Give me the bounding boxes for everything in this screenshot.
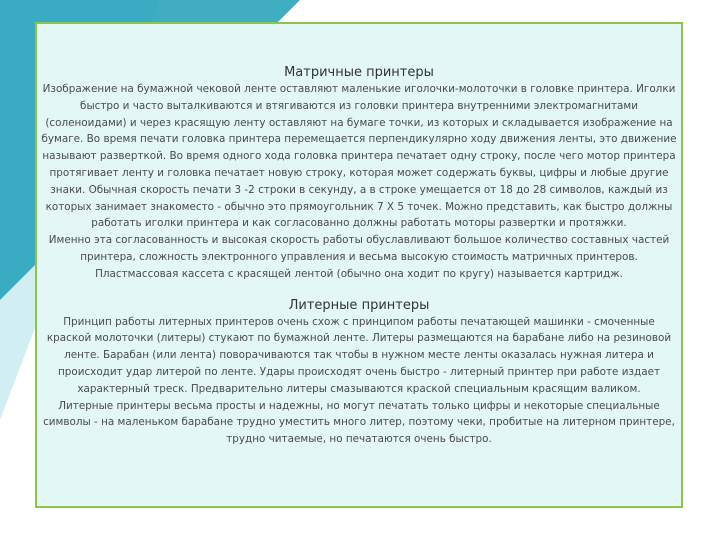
section-title-matrix-printers: Матричные принтеры — [284, 65, 434, 80]
section-title-letter-printers: Литерные принтеры — [288, 297, 430, 313]
slide-content-panel — [35, 22, 683, 508]
letter-printers-paragraph-2: Литерные принтеры весьма просты и надежны, но могут печатать только цифры и некоторые специальные символы - на маленьком барабане трудно уместить много литер, поэтому чеки, пробитые на литерном принтере, трудно читаемые, но печатаются очень быстро. — [43, 399, 675, 446]
matrix-printers-paragraph-2: Именно эта согласованность и высокая скорость работы обуславливают большое количество составных частей принтера, сложность электронного управления и весьма высокую стоимость матричных принтеров. Пластмассовая кассета с красящей лентой (обычно она ходит по кругу) называется картридж. — [48, 234, 670, 280]
letter-printers-paragraph-1: Принцип работы литерных принтеров очень схож с принципом работы печатающей машинки - смоченные краской молоточки (литеры) стукают по бумажной ленте. Литеры размещаются на барабане либо на резиновой ленте. Барабан (или лента) поворачиваются так чтобы в нужном месте ленты оказалась нужная литера и происходит удар литерой по ленте. Удары происходят очень быстро - литерный принтер при работе издает характерный треск. Предварительно литеры смазываются краской специальным красящим валиком. — [46, 315, 672, 395]
matrix-printers-paragraph-1: Изображение на бумажной чековой ленте оставляют маленькие иголочки-молоточки в головке принтера. Иголки быстро и часто выталкиваются и втягиваются из головки принтера внутренними электромагнитами (соленоидами) и через красящую ленту оставляют на бумаге точки, из которых и складывается изображение на бумаге. Во время печати головка принтера перемещается перпендикулярно ходу движения ленты, это движение называют разверткой. Во время одного хода головка принтера печатает одну строку, после чего мотор принтера протягивает ленту и головка печатает новую строку, которая может содержать буквы, цифры и любые другие знаки. Обычная скорость печати 3 -2 строки в секунду, а в строке умещается от 18 до 28 символов, каждый из которых занимает знакоместо - обычно это прямоугольник 7 Х 5 точек. Можно представить, как быстро должны работать иголки принтера и как согласованно должны работать моторы развертки и протяжки. — [41, 83, 677, 230]
